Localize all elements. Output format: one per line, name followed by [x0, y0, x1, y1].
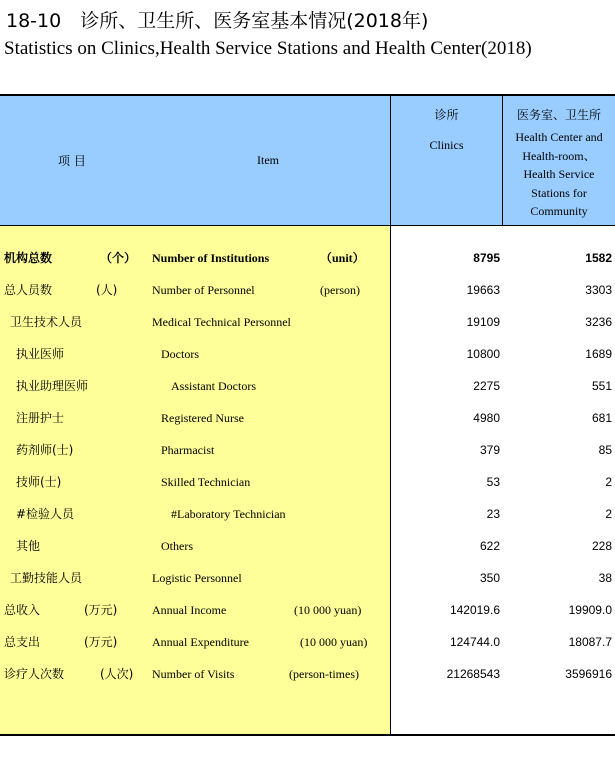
table-row — [0, 402, 615, 434]
row-unit-english: (10 000 yuan) — [300, 635, 368, 649]
clinics-header-cell — [391, 96, 503, 226]
item-header-english: Item — [257, 153, 279, 167]
table-row — [0, 274, 615, 306]
row-label-chinese: 执业助理医师 — [16, 379, 89, 393]
page-title-english: Statistics on Clinics,Health Service Stations and Health Center(2018) — [4, 38, 532, 59]
row-unit-english: （unit） — [320, 251, 365, 265]
health-center-value: 1582 — [585, 251, 612, 265]
health-center-value: 85 — [598, 443, 612, 457]
health-center-header-line: Health Service — [523, 167, 595, 181]
row-unit-chinese: (万元) — [84, 635, 118, 649]
clinics-value: 379 — [479, 443, 500, 457]
health-center-value: 1689 — [585, 347, 612, 361]
row-label-chinese: 药剂师(士) — [16, 443, 74, 457]
table-row — [0, 530, 615, 562]
health-center-value: 38 — [598, 571, 612, 585]
clinics-value: 350 — [479, 571, 500, 585]
health-center-header-english — [503, 128, 615, 221]
table-row — [0, 498, 615, 530]
row-label-english: Assistant Doctors — [171, 379, 256, 393]
row-label-english: Registered Nurse — [161, 411, 244, 425]
health-center-value: 18087.7 — [568, 635, 612, 649]
item-header-chinese: 项 目 — [58, 154, 86, 168]
health-center-value: 3596916 — [565, 667, 612, 681]
health-center-header-line: Health-room、 — [522, 148, 596, 163]
row-label-english: Annual Income — [152, 603, 227, 617]
item-header-cell — [0, 96, 391, 226]
clinics-value: 10800 — [466, 347, 500, 361]
table-row — [0, 242, 615, 274]
table-row — [0, 562, 615, 594]
row-label-chinese: 诊疗人次数 — [4, 667, 65, 681]
clinics-header-chinese: 诊所 — [434, 108, 459, 122]
health-center-header-line: Health Center and — [515, 130, 603, 144]
row-label-english: Doctors — [161, 347, 199, 361]
clinics-value: 21268543 — [446, 667, 500, 681]
clinics-value: 4980 — [473, 411, 500, 425]
clinics-value: 2275 — [473, 379, 500, 393]
health-center-value: 681 — [591, 411, 612, 425]
clinics-value: 23 — [486, 507, 500, 521]
table-row — [0, 370, 615, 402]
row-label-chinese: 机构总数 — [4, 251, 53, 265]
row-label-chinese: 总收入 — [4, 603, 41, 617]
row-label-english: #Laboratory Technician — [171, 507, 286, 521]
row-label-chinese: 工勤技能人员 — [10, 571, 83, 585]
health-center-header-line: Stations for — [531, 185, 587, 200]
table-row — [0, 658, 615, 690]
clinics-value: 142019.6 — [449, 603, 500, 617]
clinics-header-english: Clinics — [429, 138, 464, 152]
health-center-header-chinese: 医务室、卫生所 — [516, 108, 601, 122]
health-center-header-line: Community — [530, 204, 588, 218]
row-label-english: Number of Personnel — [152, 283, 255, 297]
health-center-value: 3236 — [585, 315, 612, 329]
table-row — [0, 626, 615, 658]
row-unit-english: (person-times) — [289, 667, 359, 681]
row-unit-chinese: （个） — [100, 251, 137, 265]
health-center-header-cell — [503, 96, 615, 226]
row-unit-english: (10 000 yuan) — [294, 603, 362, 617]
row-label-english: Annual Expenditure — [152, 635, 249, 649]
health-center-value: 228 — [591, 539, 612, 553]
table-row — [0, 338, 615, 370]
row-unit-english: (person) — [320, 283, 360, 297]
row-label-chinese: 总人员数 — [4, 283, 53, 297]
row-label-english: Medical Technical Personnel — [152, 315, 291, 329]
page-title-chinese: 18-10 诊所、卫生所、医务室基本情况(2018年) — [6, 10, 429, 32]
row-label-chinese: 技师(士) — [16, 475, 62, 489]
row-label-chinese: 总支出 — [4, 635, 41, 649]
health-center-value: 19909.0 — [568, 603, 612, 617]
row-unit-chinese: (人次) — [100, 667, 134, 681]
health-center-value: 3303 — [585, 283, 612, 297]
clinics-value: 53 — [486, 475, 500, 489]
row-label-chinese: 其他 — [16, 539, 41, 553]
row-label-chinese: 卫生技术人员 — [10, 315, 83, 329]
row-label-english: Number of Institutions — [152, 251, 270, 265]
health-center-value: 2 — [605, 507, 612, 521]
clinics-value: 19663 — [466, 283, 500, 297]
row-label-english: Number of Visits — [152, 667, 235, 681]
row-label-chinese: 执业医师 — [16, 347, 65, 361]
row-unit-chinese: (万元) — [84, 603, 118, 617]
clinics-value: 8795 — [473, 251, 500, 265]
health-center-value: 551 — [591, 379, 612, 393]
row-label-english: Logistic Personnel — [152, 571, 242, 585]
clinics-value: 622 — [479, 539, 500, 553]
row-unit-chinese: (人) — [96, 283, 118, 297]
row-label-english: Skilled Technician — [161, 475, 251, 489]
table-row — [0, 434, 615, 466]
health-center-value: 2 — [605, 475, 612, 489]
row-label-chinese: 注册护士 — [16, 411, 65, 425]
row-label-chinese: #检验人员 — [16, 507, 75, 521]
clinics-value: 19109 — [466, 315, 500, 329]
table-row — [0, 306, 615, 338]
statistics-table — [0, 94, 615, 736]
clinics-value: 124744.0 — [449, 635, 500, 649]
row-label-english: Pharmacist — [161, 443, 215, 457]
table-row — [0, 594, 615, 626]
table-row — [0, 466, 615, 498]
row-label-english: Others — [161, 539, 193, 553]
